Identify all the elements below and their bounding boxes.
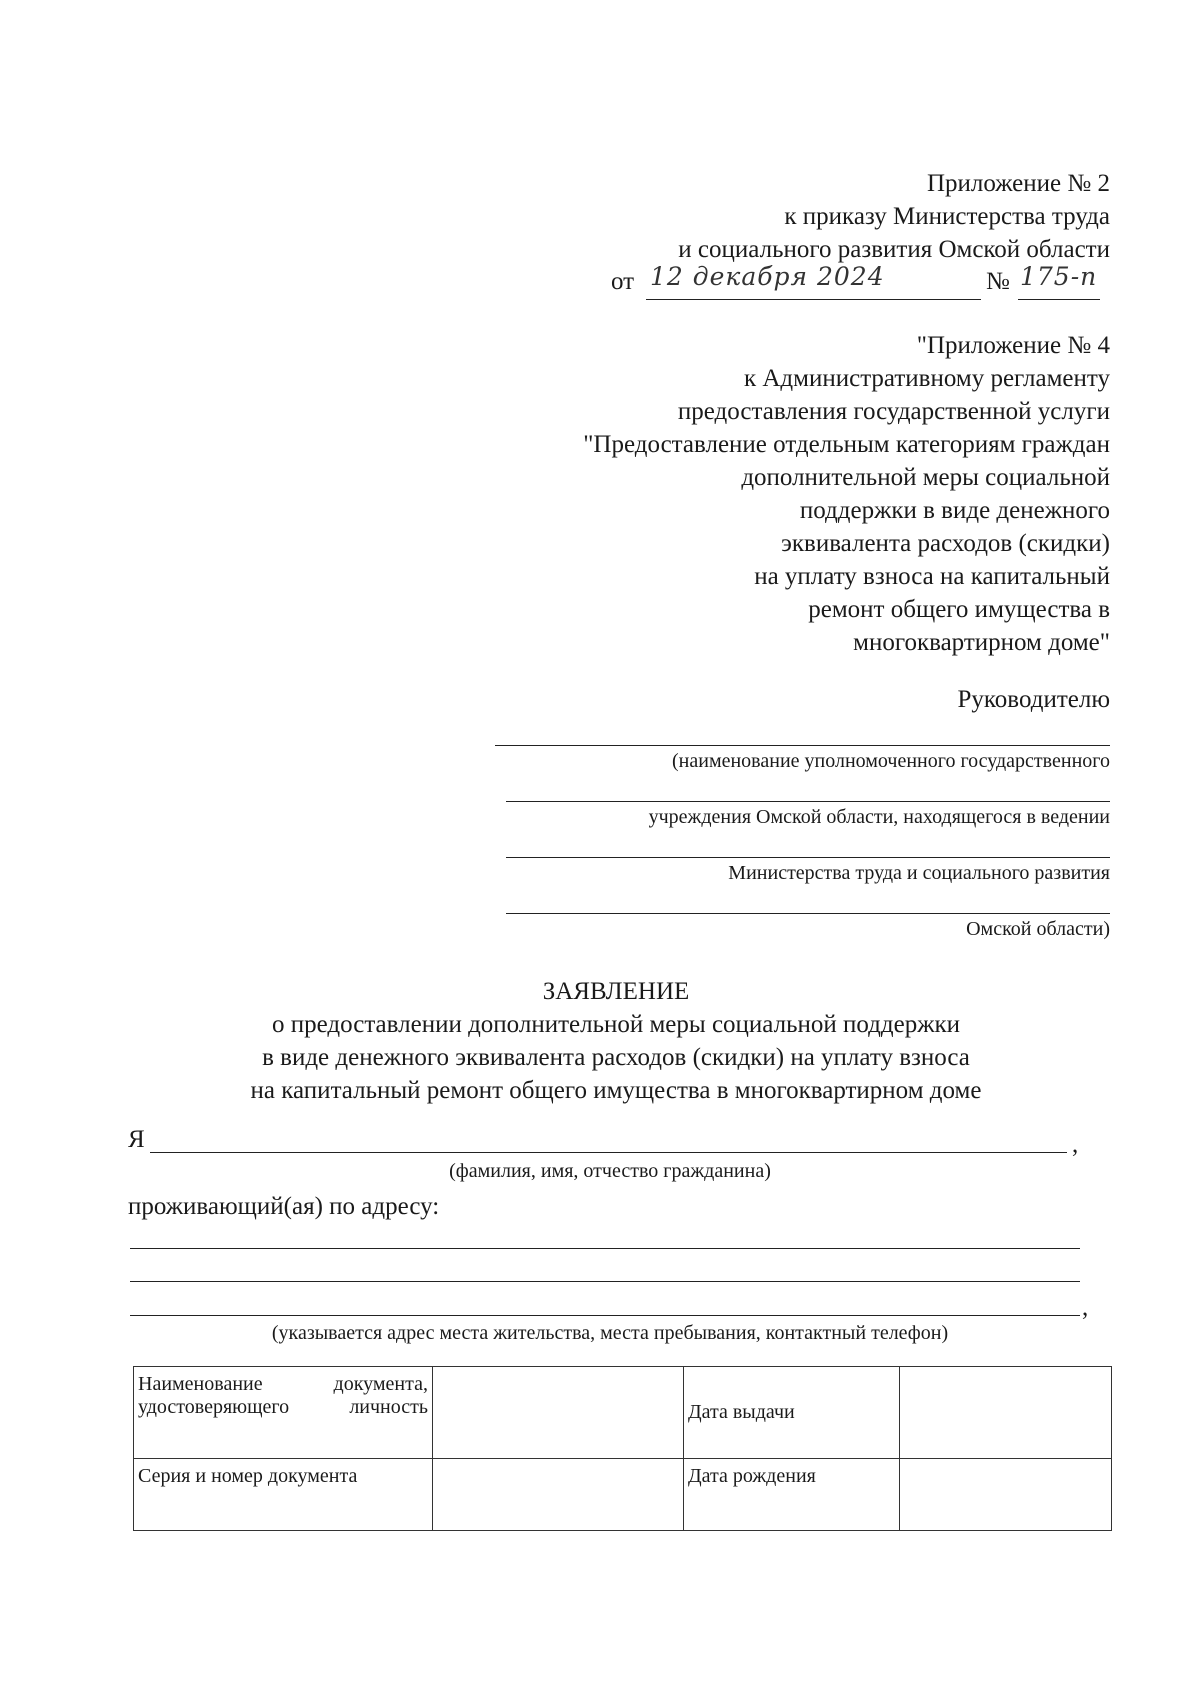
name-hint: (фамилия, имя, отчество гражданина) [449, 1160, 771, 1182]
regulation-line: ремонт общего имущества в [808, 596, 1110, 623]
date-underline [646, 299, 981, 300]
table-cell-label [134, 1367, 433, 1459]
comma: , [1072, 1131, 1079, 1158]
issue-date-label: Дата выдачи [684, 1367, 900, 1459]
addressee-line[interactable] [506, 801, 1110, 802]
addressee-line[interactable] [506, 857, 1110, 858]
appendix-line-3: и социального развития Омской области [678, 236, 1110, 263]
appendix-title: Приложение № 2 [926, 170, 1110, 197]
documents-table [133, 1366, 1112, 1531]
table-row [134, 1459, 1112, 1531]
appendix-line-2: к приказу Министерства труда [784, 203, 1110, 230]
regulation-line: поддержки в виде денежного [799, 497, 1110, 524]
series-number-value[interactable] [433, 1459, 684, 1531]
regulation-line: предоставления государственной услуги [677, 398, 1110, 425]
address-line[interactable] [130, 1281, 1080, 1282]
statement-subtitle-line: в виде денежного эквивалента расходов (скидки) на уплату взноса [262, 1044, 970, 1071]
regulation-line: к Административному регламенту [743, 365, 1110, 392]
address-label: проживающий(ая) по адресу: [128, 1193, 440, 1220]
address-hint: (указывается адрес места жительства, места пребывания, контактный телефон) [271, 1322, 949, 1344]
regulation-line: "Предоставление отдельным категориям граждан [583, 431, 1110, 458]
statement-title: ЗАЯВЛЕНИЕ [542, 978, 690, 1005]
address-line[interactable] [130, 1315, 1080, 1316]
birth-date-value[interactable] [900, 1459, 1112, 1531]
doc-name-value[interactable] [433, 1367, 684, 1459]
date-prefix: от [611, 268, 635, 295]
order-number: 175-п [1020, 262, 1098, 291]
comma: , [1082, 1294, 1089, 1321]
addressee-title: Руководителю [957, 686, 1110, 713]
doc-name-label: Наименование документа, удостоверяющего личность [138, 1373, 428, 1418]
regulation-line: многоквартирном доме" [853, 629, 1110, 656]
address-line[interactable] [130, 1248, 1080, 1249]
addressee-hint: (наименование уполномоченного государственного [672, 750, 1110, 772]
number-prefix: № [986, 268, 1010, 295]
applicant-name-line[interactable] [150, 1152, 1067, 1153]
birth-date-label: Дата рождения [684, 1459, 900, 1531]
regulation-line: "Приложение № 4 [916, 332, 1110, 359]
statement-subtitle-line: на капитальный ремонт общего имущества в многоквартирном доме [250, 1077, 982, 1104]
regulation-line: дополнительной меры социальной [741, 464, 1110, 491]
order-date: 12 декабря 2024 [650, 262, 885, 291]
issue-date-value[interactable] [900, 1367, 1112, 1459]
statement-subtitle-line: о предоставлении дополнительной меры социальной поддержки [271, 1011, 960, 1038]
addressee-hint: Министерства труда и социального развития [728, 862, 1110, 884]
number-underline [1018, 299, 1100, 300]
addressee-line[interactable] [495, 745, 1110, 746]
addressee-line[interactable] [506, 913, 1110, 914]
series-number-label: Серия и номер документа [134, 1459, 433, 1531]
addressee-hint: учреждения Омской области, находящегося в ведении [648, 806, 1110, 828]
regulation-line: на уплату взноса на капитальный [754, 563, 1110, 590]
table-row [134, 1367, 1112, 1459]
addressee-hint: Омской области) [966, 918, 1110, 940]
ya-label: Я [128, 1126, 145, 1153]
regulation-line: эквивалента расходов (скидки) [781, 530, 1110, 557]
